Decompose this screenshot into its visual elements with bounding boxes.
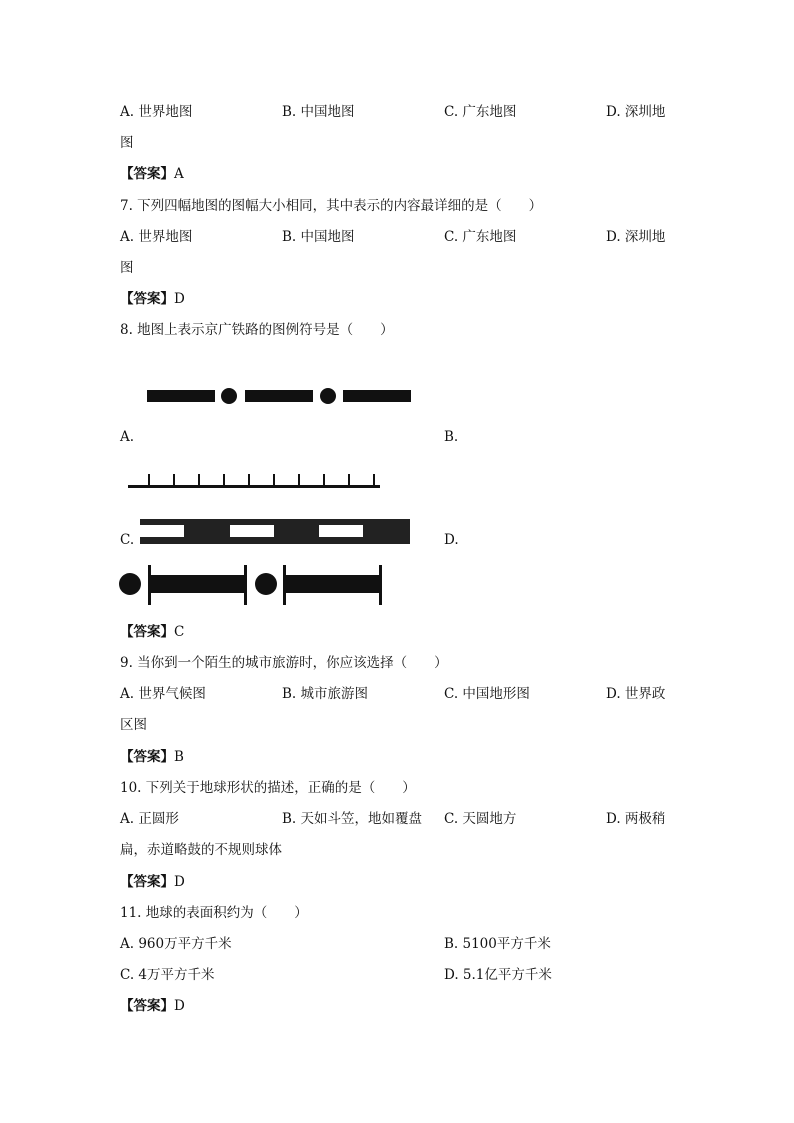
q7-option-a: A. 世界地图: [120, 229, 193, 245]
q10-option-c: C. 天圆地方: [444, 811, 517, 827]
q8-option-b: B.: [444, 429, 459, 445]
q8-answer: [120, 623, 184, 641]
q11-option-b: B. 5100平方千米: [444, 936, 551, 952]
answer-label: 【答案】: [120, 166, 174, 182]
q11-option-a: A. 960万平方千米: [120, 936, 232, 952]
q10-stem: 10. 下列关于地球形状的描述，正确的是（ ）: [120, 780, 416, 796]
answer-value: C: [174, 624, 185, 640]
answer-value: D: [174, 874, 185, 890]
answer-value: A: [174, 166, 184, 182]
railway-symbol-option-a: [142, 384, 412, 408]
q9-option-d: D. 世界政: [606, 686, 666, 702]
q7-option-d: D. 深圳地: [606, 229, 666, 245]
q6-option-c: C. 广东地图: [444, 104, 517, 120]
q7-stem: 7. 下列四幅地图的图幅大小相同，其中表示的内容最详细的是（ ）: [120, 198, 543, 214]
q7-option-c: C. 广东地图: [444, 229, 517, 245]
answer-value: D: [174, 998, 185, 1014]
q9-answer: [120, 748, 184, 766]
answer-value: D: [174, 291, 185, 307]
answer-value: B: [174, 749, 184, 765]
q10-answer: [120, 873, 185, 891]
q11-answer: [120, 997, 185, 1015]
answer-label: 【答案】: [120, 624, 174, 640]
q8-option-d: D.: [444, 532, 459, 548]
q6-answer: [120, 165, 184, 183]
q7-answer: [120, 290, 185, 308]
railway-symbol-option-b: [126, 470, 386, 494]
q10-option-a: A. 正圆形: [120, 811, 179, 827]
railway-symbol-option-c: [140, 518, 412, 546]
q9-option-c: C. 中国地形图: [444, 686, 530, 702]
q11-option-c: C. 4万平方千米: [120, 967, 215, 983]
q8-option-a: A.: [120, 429, 135, 445]
railway-symbol-option-d: [116, 563, 386, 607]
q6-option-b: B. 中国地图: [282, 104, 355, 120]
q6-option-a: A. 世界地图: [120, 104, 193, 120]
q9-option-a: A. 世界气候图: [120, 686, 206, 702]
q9-option-b: B. 城市旅游图: [282, 686, 369, 702]
q7-option-b: B. 中国地图: [282, 229, 355, 245]
answer-label: 【答案】: [120, 874, 174, 890]
q9-stem: 9. 当你到一个陌生的城市旅游时，你应该选择（ ）: [120, 655, 448, 671]
q10-option-d-wrap: 扁，赤道略鼓的不规则球体: [120, 842, 282, 858]
q7-option-d-wrap: 图: [120, 260, 134, 276]
q8-stem: 8. 地图上表示京广铁路的图例符号是（ ）: [120, 322, 394, 338]
q11-stem: 11. 地球的表面积约为（ ）: [120, 905, 308, 921]
q8-option-c: C.: [120, 532, 135, 548]
q6-option-d: D. 深圳地: [606, 104, 666, 120]
q9-option-d-wrap: 区图: [120, 717, 147, 733]
answer-label: 【答案】: [120, 749, 174, 765]
q6-option-d-wrap: 图: [120, 135, 134, 151]
answer-label: 【答案】: [120, 291, 174, 307]
q11-option-d: D. 5.1亿平方千米: [444, 967, 552, 983]
q10-option-d: D. 两极稍: [606, 811, 666, 827]
q10-option-b: B. 天如斗笠，地如覆盘: [282, 811, 423, 827]
answer-label: 【答案】: [120, 998, 174, 1014]
